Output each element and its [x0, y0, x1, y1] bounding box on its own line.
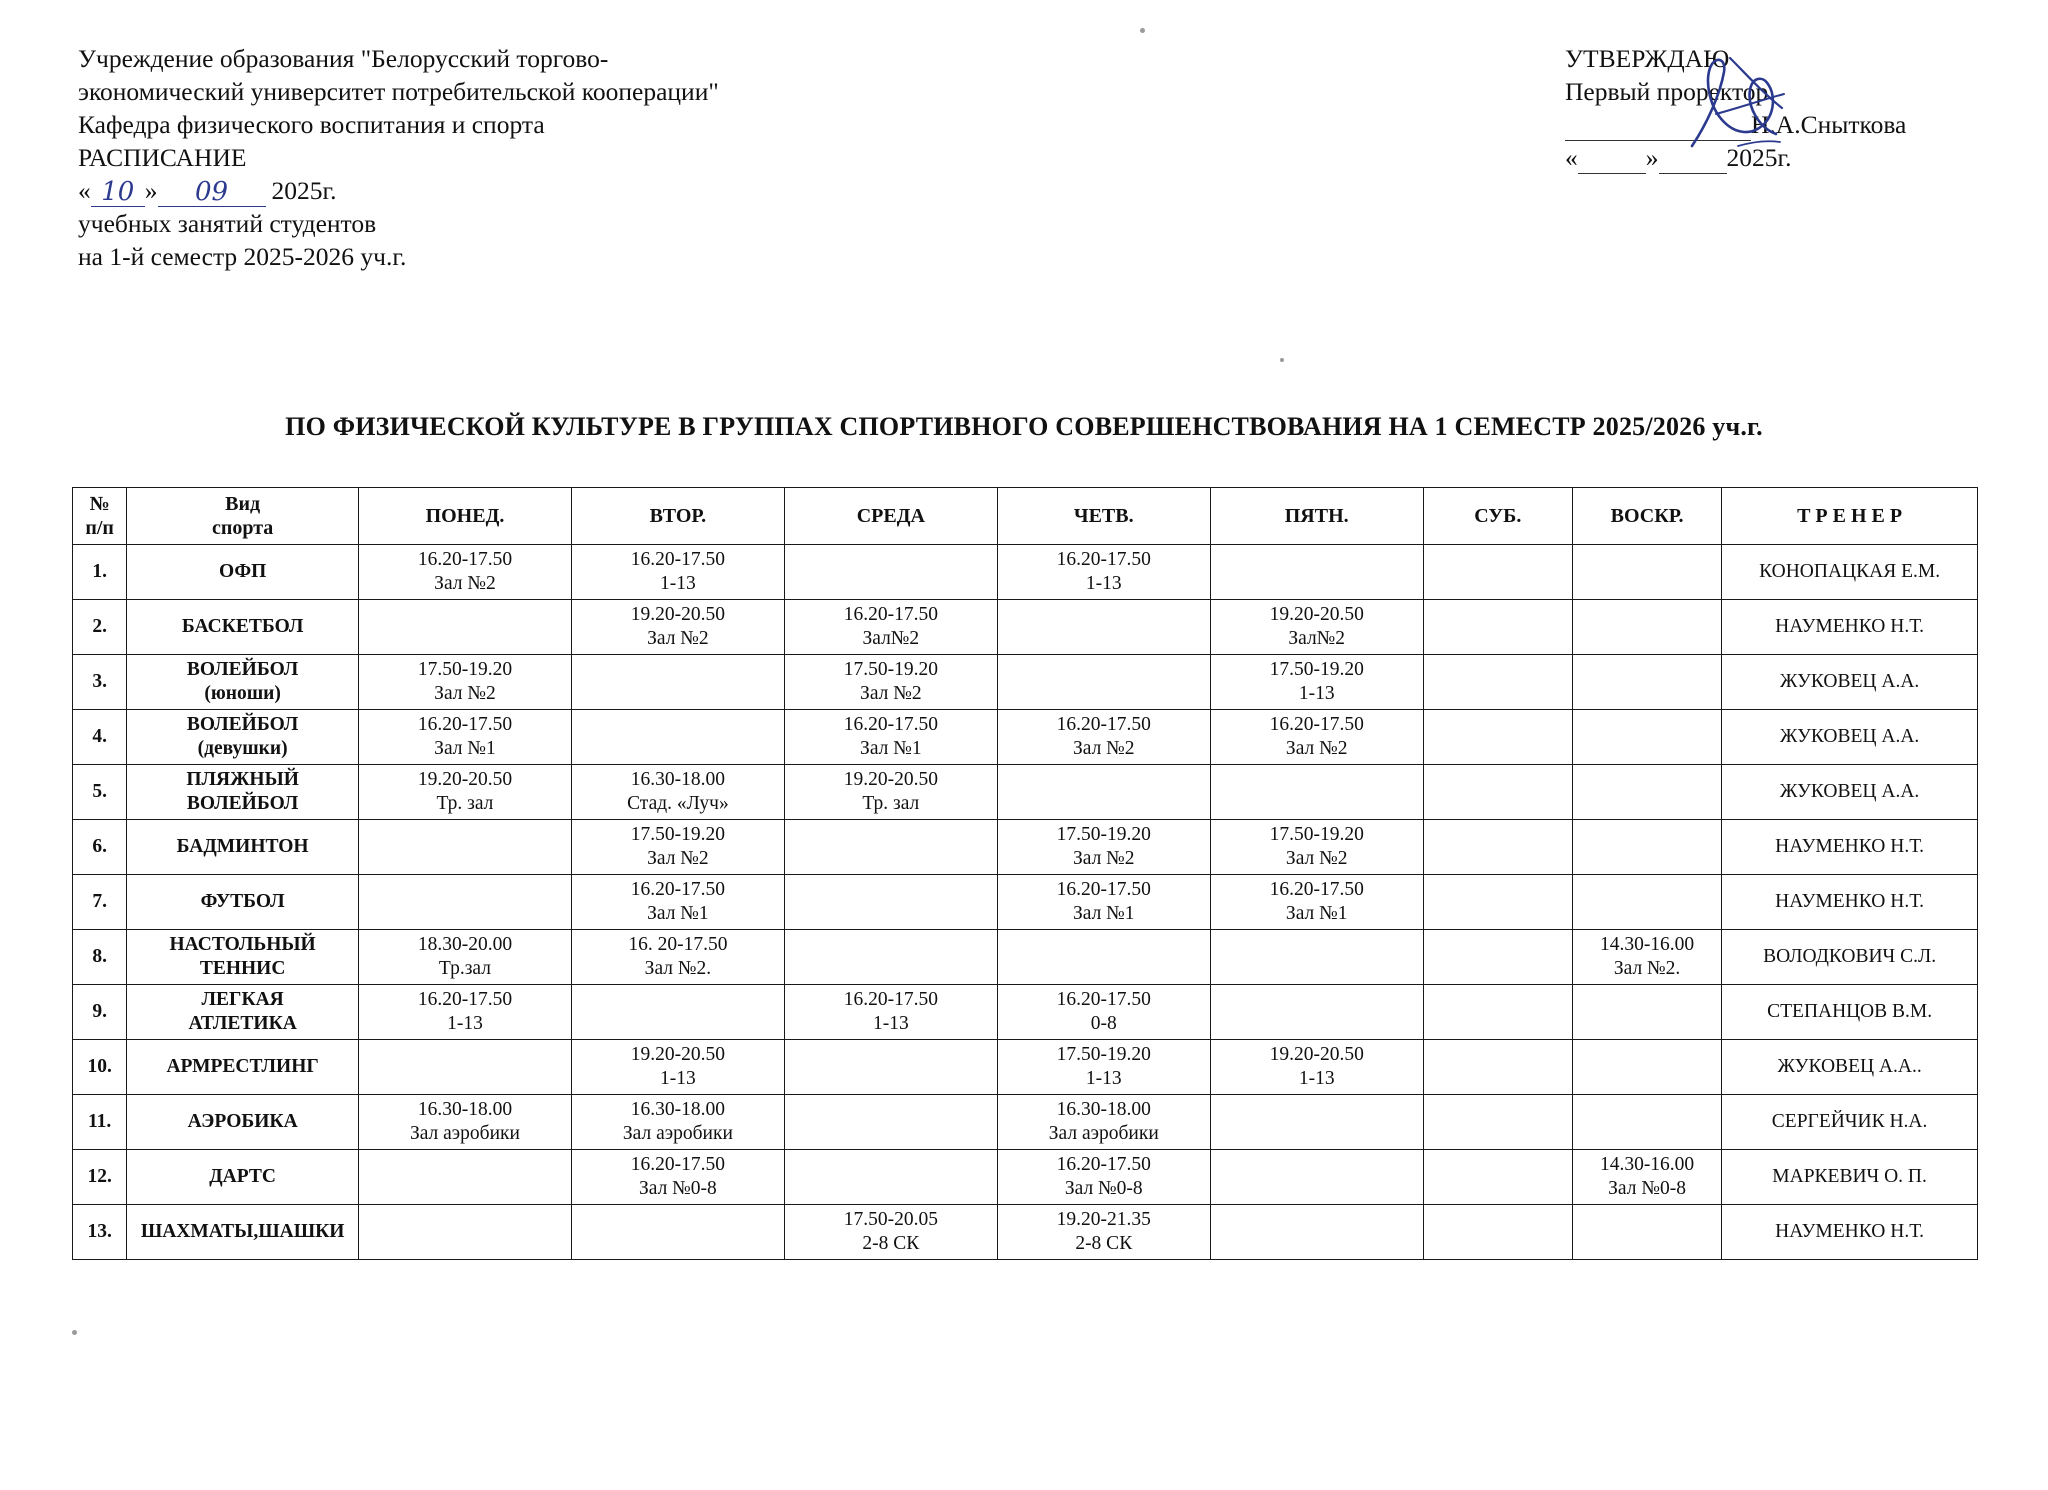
table-header-row — [73, 488, 1978, 545]
row-sport-l2: ВОЛЕЙБОЛ — [186, 793, 299, 814]
cell-time: 16.20-17.50 — [1056, 549, 1151, 570]
table-row — [73, 985, 1978, 1040]
cell-thursday — [997, 875, 1210, 930]
row-sport-l1: ДАРТС — [209, 1166, 276, 1187]
approval-label: УТВЕРЖДАЮ — [1565, 44, 1730, 73]
cell-time: 19.20-21.35 — [1056, 1209, 1151, 1230]
cell-monday — [358, 710, 571, 765]
cell-time: 16.20-17.50 — [843, 714, 938, 735]
cell-saturday — [1423, 930, 1572, 985]
cell-friday — [1210, 1205, 1423, 1260]
cell-place: Тр. зал — [862, 793, 920, 814]
cell-monday — [358, 875, 571, 930]
cell-time: 16. 20-17.50 — [628, 934, 728, 955]
cell-wednesday — [784, 600, 997, 655]
cell-coach: ЖУКОВЕЦ А.А. — [1722, 765, 1978, 820]
cell-sunday — [1572, 985, 1721, 1040]
cell-tuesday — [571, 600, 784, 655]
cell-tuesday — [571, 765, 784, 820]
cell-sunday — [1572, 765, 1721, 820]
cell-wednesday — [784, 1095, 997, 1150]
cell-time: 19.20-20.50 — [1269, 1044, 1364, 1065]
cell-tuesday — [571, 545, 784, 600]
cell-saturday — [1423, 820, 1572, 875]
row-sport-l2: АТЛЕТИКА — [188, 1013, 297, 1034]
approval-day-rule — [1578, 147, 1646, 174]
row-sport-l1: ПЛЯЖНЫЙ — [186, 769, 299, 790]
cell-place: 2-8 СК — [1075, 1233, 1133, 1254]
cell-place: 1-13 — [1085, 1068, 1122, 1089]
cell-place: Зал аэробики — [409, 1123, 520, 1144]
cell-thursday — [997, 1205, 1210, 1260]
cell-place: 1-13 — [1085, 573, 1122, 594]
cell-place: 1-13 — [1298, 1068, 1335, 1089]
cell-saturday — [1423, 765, 1572, 820]
th-number-l1: № — [89, 493, 110, 515]
cell-tuesday — [571, 1040, 784, 1095]
approval-month-rule — [1659, 147, 1727, 174]
cell-thursday — [997, 820, 1210, 875]
cell-monday — [358, 600, 571, 655]
cell-monday — [358, 1150, 571, 1205]
cell-place: Зал №2 — [434, 573, 496, 594]
row-sport-l1: НАСТОЛЬНЫЙ — [169, 934, 316, 955]
subject-line: учебных занятий студентов — [78, 209, 377, 238]
row-number: 3. — [73, 655, 127, 710]
cell-monday — [358, 1095, 571, 1150]
cell-thursday — [997, 655, 1210, 710]
cell-friday — [1210, 1150, 1423, 1205]
cell-time: 17.50-19.20 — [1056, 824, 1151, 845]
cell-time: 16.20-17.50 — [1056, 879, 1151, 900]
cell-monday — [358, 655, 571, 710]
cell-place: Зал №0-8 — [638, 1178, 717, 1199]
row-sport — [127, 1095, 359, 1150]
document-header-left — [78, 42, 998, 273]
cell-tuesday — [571, 985, 784, 1040]
cell-monday — [358, 765, 571, 820]
cell-tuesday — [571, 710, 784, 765]
schedule-table — [72, 487, 1978, 1260]
table-row — [73, 875, 1978, 930]
cell-wednesday — [784, 930, 997, 985]
cell-time: 18.30-20.00 — [417, 934, 513, 955]
row-sport — [127, 1205, 359, 1260]
row-sport-l1: ВОЛЕЙБОЛ — [186, 659, 299, 680]
cell-place: Зал №2 — [1285, 738, 1348, 759]
cell-tuesday — [571, 655, 784, 710]
cell-sunday — [1572, 545, 1721, 600]
row-sport-l1: БАСКЕТБОЛ — [181, 616, 304, 637]
cell-place: Зал№2 — [1288, 628, 1346, 649]
cell-wednesday — [784, 1040, 997, 1095]
cell-saturday — [1423, 710, 1572, 765]
cell-time: 16.30-18.00 — [417, 1099, 513, 1120]
row-sport — [127, 765, 359, 820]
document-date-line — [78, 174, 998, 207]
row-sport-l1: ЛЕГКАЯ — [201, 989, 284, 1010]
th-sport — [127, 488, 359, 545]
cell-place: Зал аэробики — [622, 1123, 733, 1144]
cell-sunday — [1572, 1150, 1721, 1205]
cell-saturday — [1423, 875, 1572, 930]
cell-time: 17.50-19.20 — [1269, 659, 1364, 680]
th-thursday: ЧЕТВ. — [997, 488, 1210, 545]
approval-date-line — [1565, 141, 2005, 174]
row-sport — [127, 710, 359, 765]
row-sport-l1: ОФП — [218, 561, 267, 582]
cell-place: Зал№2 — [862, 628, 920, 649]
cell-time: 19.20-20.50 — [630, 604, 726, 625]
cell-thursday — [997, 1150, 1210, 1205]
cell-sunday — [1572, 930, 1721, 985]
cell-place: Зал №2. — [644, 958, 712, 979]
cell-friday — [1210, 710, 1423, 765]
cell-time: 17.50-19.20 — [843, 659, 938, 680]
cell-coach: НАУМЕНКО Н.Т. — [1722, 1205, 1978, 1260]
cell-friday — [1210, 985, 1423, 1040]
th-saturday: СУБ. — [1423, 488, 1572, 545]
cell-tuesday — [571, 1150, 784, 1205]
th-coach: Т Р Е Н Е Р — [1722, 488, 1978, 545]
schedule-table-body — [73, 545, 1978, 1260]
cell-wednesday — [784, 875, 997, 930]
row-sport-l1: ШАХМАТЫ,ШАШКИ — [140, 1221, 345, 1242]
row-sport — [127, 655, 359, 710]
table-row — [73, 710, 1978, 765]
cell-friday — [1210, 875, 1423, 930]
cell-sunday — [1572, 710, 1721, 765]
table-row — [73, 1095, 1978, 1150]
cell-coach: НАУМЕНКО Н.Т. — [1722, 875, 1978, 930]
cell-time: 16.20-17.50 — [843, 989, 938, 1010]
cell-place: Зал №1 — [434, 738, 496, 759]
table-row — [73, 655, 1978, 710]
cell-sunday — [1572, 875, 1721, 930]
row-sport-l1: ФУТБОЛ — [200, 891, 285, 912]
approval-date-open-quote: « — [1565, 143, 1578, 172]
date-open-quote: « — [78, 176, 91, 205]
cell-time: 16.20-17.50 — [630, 879, 726, 900]
approval-block — [1565, 42, 2005, 174]
cell-time: 17.50-19.20 — [1269, 824, 1364, 845]
cell-friday — [1210, 1095, 1423, 1150]
approval-date-close-quote: » — [1645, 143, 1659, 172]
approval-position: Первый проректор — [1565, 77, 1769, 106]
cell-wednesday — [784, 820, 997, 875]
cell-time: 16.20-17.50 — [417, 549, 513, 570]
row-sport — [127, 1040, 359, 1095]
cell-sunday — [1572, 1205, 1721, 1260]
cell-time: 16.20-17.50 — [1269, 879, 1364, 900]
cell-time: 19.20-20.50 — [417, 769, 513, 790]
date-close-quote: » — [144, 176, 158, 205]
cell-coach: НАУМЕНКО Н.Т. — [1722, 600, 1978, 655]
page-title: ПО ФИЗИЧЕСКОЙ КУЛЬТУРЕ В ГРУППАХ СПОРТИВНОГО СОВЕРШЕНСТВОВАНИЯ НА 1 СЕМЕСТР 2025/2026 уч.г. — [285, 412, 1763, 441]
cell-saturday — [1423, 600, 1572, 655]
row-sport-l1: ВОЛЕЙБОЛ — [186, 714, 299, 735]
cell-time: 16.20-17.50 — [1269, 714, 1364, 735]
cell-place: 2-8 СК — [862, 1233, 920, 1254]
cell-thursday — [997, 600, 1210, 655]
cell-time: 19.20-20.50 — [843, 769, 938, 790]
date-year: 2025г. — [271, 176, 337, 205]
approval-name-line — [1565, 108, 2005, 141]
org-name-line1: Учреждение образования "Белорусский торгово- — [78, 44, 609, 73]
cell-monday — [358, 1205, 571, 1260]
cell-saturday — [1423, 985, 1572, 1040]
cell-time: 17.50-20.05 — [843, 1209, 938, 1230]
th-friday: ПЯТН. — [1210, 488, 1423, 545]
cell-friday — [1210, 600, 1423, 655]
cell-time: 16.30-18.00 — [630, 769, 726, 790]
cell-place: Зал №1 — [647, 903, 709, 924]
cell-place: Зал №2 — [1072, 848, 1135, 869]
cell-place: Зал №2 — [1072, 738, 1135, 759]
cell-saturday — [1423, 545, 1572, 600]
cell-wednesday — [784, 1150, 997, 1205]
row-sport — [127, 545, 359, 600]
handwritten-day: 10 — [91, 178, 145, 207]
row-number: 8. — [73, 930, 127, 985]
th-sunday: ВОСКР. — [1572, 488, 1721, 545]
cell-sunday — [1572, 655, 1721, 710]
row-sport-l2: (юноши) — [204, 683, 281, 704]
cell-time: 16.30-18.00 — [1056, 1099, 1151, 1120]
cell-saturday — [1423, 1040, 1572, 1095]
cell-coach: ВОЛОДКОВИЧ С.Л. — [1722, 930, 1978, 985]
row-number: 2. — [73, 600, 127, 655]
row-sport — [127, 930, 359, 985]
cell-friday — [1210, 1040, 1423, 1095]
cell-place: Зал №2. — [1613, 958, 1681, 979]
cell-place: Зал №1 — [1072, 903, 1135, 924]
cell-thursday — [997, 1095, 1210, 1150]
cell-saturday — [1423, 1150, 1572, 1205]
cell-sunday — [1572, 1095, 1721, 1150]
cell-thursday — [997, 1040, 1210, 1095]
table-row — [73, 545, 1978, 600]
cell-place: Зал №0-8 — [1608, 1178, 1686, 1199]
cell-place: Тр. зал — [436, 793, 494, 814]
cell-coach: ЖУКОВЕЦ А.А. — [1722, 710, 1978, 765]
cell-place: Зал №2 — [434, 683, 496, 704]
row-number: 11. — [73, 1095, 127, 1150]
cell-time: 16.20-17.50 — [843, 604, 938, 625]
row-number: 1. — [73, 545, 127, 600]
row-number: 7. — [73, 875, 127, 930]
approval-name: Н.А.Сныткова — [1751, 110, 1907, 139]
cell-coach: НАУМЕНКО Н.Т. — [1722, 820, 1978, 875]
cell-time: 16.20-17.50 — [1056, 714, 1151, 735]
cell-monday — [358, 545, 571, 600]
cell-time: 16.20-17.50 — [1056, 1154, 1151, 1175]
row-sport-l1: БАДМИНТОН — [176, 836, 309, 857]
cell-wednesday — [784, 985, 997, 1040]
row-sport — [127, 875, 359, 930]
cell-friday — [1210, 820, 1423, 875]
th-number — [73, 488, 127, 545]
cell-thursday — [997, 985, 1210, 1040]
cell-thursday — [997, 545, 1210, 600]
cell-wednesday — [784, 545, 997, 600]
cell-tuesday — [571, 1205, 784, 1260]
cell-sunday — [1572, 820, 1721, 875]
row-sport-l1: АРМРЕСТЛИНГ — [166, 1056, 319, 1077]
table-row — [73, 1040, 1978, 1095]
cell-place: 1-13 — [660, 1068, 696, 1089]
cell-time: 19.20-20.50 — [1269, 604, 1364, 625]
table-row — [73, 765, 1978, 820]
term-line: на 1-й семестр 2025-2026 уч.г. — [78, 242, 407, 271]
scan-speck — [1140, 28, 1145, 33]
cell-thursday — [997, 710, 1210, 765]
row-sport-l1: АЭРОБИКА — [187, 1111, 298, 1132]
cell-place: Зал аэробики — [1048, 1123, 1159, 1144]
cell-thursday — [997, 930, 1210, 985]
row-number: 5. — [73, 765, 127, 820]
document-kind: РАСПИСАНИЕ — [78, 143, 247, 172]
cell-place: 1-13 — [660, 573, 696, 594]
cell-place: Зал №1 — [860, 738, 922, 759]
cell-place: Зал №0-8 — [1064, 1178, 1143, 1199]
cell-time: 16.20-17.50 — [417, 989, 513, 1010]
table-row — [73, 600, 1978, 655]
cell-time: 16.30-18.00 — [630, 1099, 726, 1120]
cell-place: Зал №2 — [1285, 848, 1348, 869]
cell-time: 16.20-17.50 — [1056, 989, 1151, 1010]
cell-time: 17.50-19.20 — [630, 824, 726, 845]
cell-coach: МАРКЕВИЧ О. П. — [1722, 1150, 1978, 1205]
row-number: 10. — [73, 1040, 127, 1095]
cell-tuesday — [571, 820, 784, 875]
cell-tuesday — [571, 930, 784, 985]
th-sport-l2: спорта — [211, 517, 274, 539]
cell-friday — [1210, 765, 1423, 820]
table-row — [73, 1150, 1978, 1205]
th-tuesday: ВТОР. — [571, 488, 784, 545]
cell-sunday — [1572, 1040, 1721, 1095]
cell-saturday — [1423, 1095, 1572, 1150]
department-name: Кафедра физического воспитания и спорта — [78, 110, 545, 139]
cell-time: 14.30-16.00 — [1599, 934, 1695, 955]
cell-saturday — [1423, 655, 1572, 710]
row-number: 9. — [73, 985, 127, 1040]
row-number: 4. — [73, 710, 127, 765]
cell-monday — [358, 820, 571, 875]
th-wednesday: СРЕДА — [784, 488, 997, 545]
cell-coach: ЖУКОВЕЦ А.А.. — [1722, 1040, 1978, 1095]
cell-time: 19.20-20.50 — [630, 1044, 726, 1065]
cell-place: Тр.зал — [438, 958, 491, 979]
schedule-table-container — [72, 487, 1978, 1260]
cell-sunday — [1572, 600, 1721, 655]
org-name-line2: экономический университет потребительской кооперации" — [78, 77, 719, 106]
cell-time: 14.30-16.00 — [1599, 1154, 1695, 1175]
cell-monday — [358, 930, 571, 985]
table-row — [73, 1205, 1978, 1260]
cell-coach: СТЕПАНЦОВ В.М. — [1722, 985, 1978, 1040]
cell-place: Зал №2 — [860, 683, 922, 704]
row-sport-l2: ТЕННИС — [199, 958, 286, 979]
table-row — [73, 820, 1978, 875]
cell-friday — [1210, 655, 1423, 710]
cell-tuesday — [571, 1095, 784, 1150]
row-sport — [127, 985, 359, 1040]
cell-coach: КОНОПАЦКАЯ Е.М. — [1722, 545, 1978, 600]
scan-speck — [72, 1330, 77, 1335]
cell-monday — [358, 1040, 571, 1095]
cell-coach: ЖУКОВЕЦ А.А. — [1722, 655, 1978, 710]
handwritten-month: 09 — [158, 178, 266, 207]
row-sport-l2: (девушки) — [197, 738, 288, 759]
cell-tuesday — [571, 875, 784, 930]
cell-wednesday — [784, 710, 997, 765]
table-row — [73, 930, 1978, 985]
cell-monday — [358, 985, 571, 1040]
cell-coach: СЕРГЕЙЧИК Н.А. — [1722, 1095, 1978, 1150]
th-sport-l1: Вид — [225, 493, 261, 515]
cell-friday — [1210, 930, 1423, 985]
row-sport — [127, 1150, 359, 1205]
row-sport — [127, 820, 359, 875]
cell-wednesday — [784, 765, 997, 820]
cell-place: 1-13 — [872, 1013, 909, 1034]
row-number: 6. — [73, 820, 127, 875]
row-number: 12. — [73, 1150, 127, 1205]
cell-time: 16.20-17.50 — [630, 549, 726, 570]
th-monday: ПОНЕД. — [358, 488, 571, 545]
row-sport — [127, 600, 359, 655]
cell-wednesday — [784, 1205, 997, 1260]
cell-time: 17.50-19.20 — [1056, 1044, 1151, 1065]
scan-speck — [1280, 358, 1284, 362]
signature-rule — [1565, 114, 1751, 141]
cell-place: 1-13 — [447, 1013, 483, 1034]
cell-place: Зал №2 — [647, 848, 709, 869]
cell-place: 1-13 — [1298, 683, 1335, 704]
cell-place: Зал №2 — [647, 628, 709, 649]
cell-place: Стад. «Луч» — [627, 793, 729, 814]
cell-thursday — [997, 765, 1210, 820]
cell-place: Зал №1 — [1285, 903, 1348, 924]
cell-wednesday — [784, 655, 997, 710]
cell-place: 0-8 — [1090, 1013, 1117, 1034]
approval-date-year: 2025г. — [1726, 143, 1792, 172]
cell-time: 16.20-17.50 — [417, 714, 513, 735]
row-number: 13. — [73, 1205, 127, 1260]
cell-saturday — [1423, 1205, 1572, 1260]
th-number-l2: п/п — [85, 517, 114, 539]
cell-friday — [1210, 545, 1423, 600]
cell-time: 17.50-19.20 — [417, 659, 513, 680]
cell-time: 16.20-17.50 — [630, 1154, 726, 1175]
